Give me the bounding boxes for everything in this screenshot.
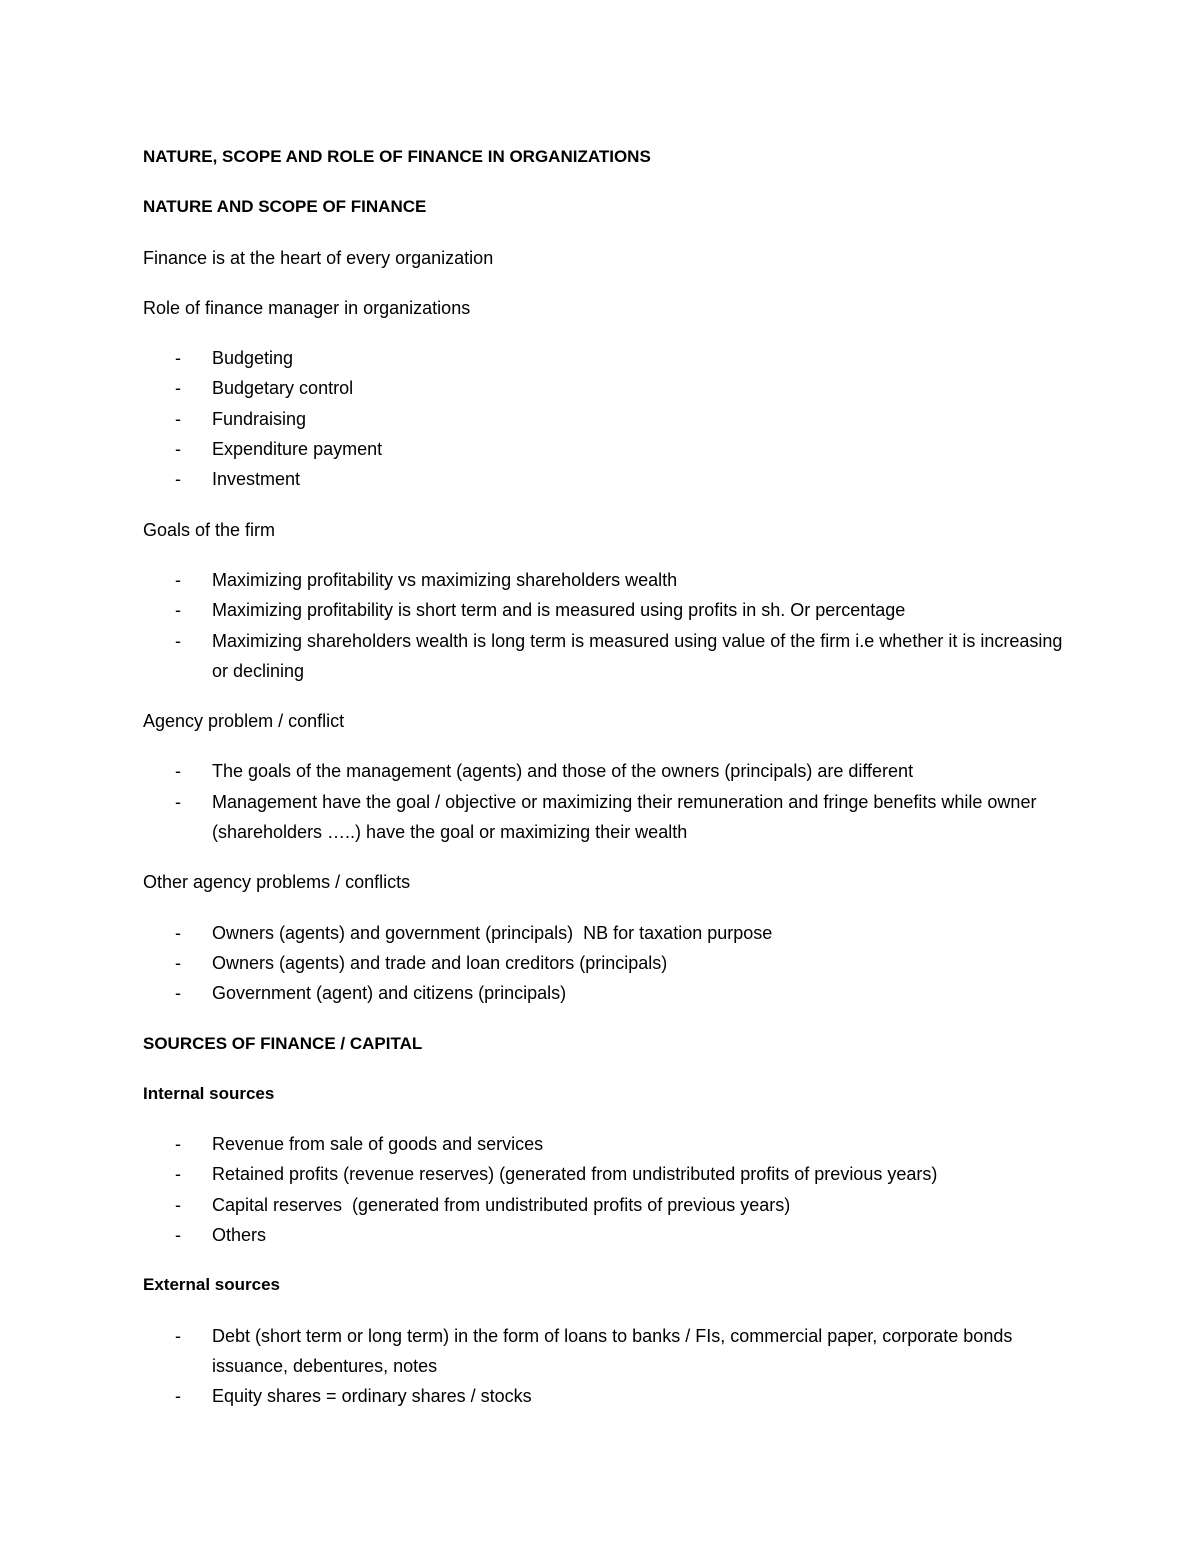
list-item-text: Fundraising (212, 408, 307, 429)
list-agency-problem (143, 756, 1063, 847)
bullet-dash: - (175, 348, 181, 369)
subheading-role-finance-manager: Role of finance manager in organizations (143, 297, 471, 318)
bullet-dash: - (175, 1225, 181, 1246)
list-item (143, 948, 1063, 978)
subheading-internal-sources: Internal sources (143, 1083, 275, 1103)
list-item (143, 404, 1063, 434)
list-item-text: Owners (agents) and government (principals) NB for taxation purpose (212, 922, 773, 943)
document-page (143, 142, 1063, 1412)
bullet-dash: - (175, 1164, 181, 1185)
list-item (143, 756, 1063, 786)
bullet-dash: - (175, 469, 181, 490)
list-item (143, 595, 1063, 625)
section-heading-nature-scope: NATURE AND SCOPE OF FINANCE (143, 197, 427, 217)
list-goals-of-firm (143, 565, 1063, 686)
list-other-agency-problems (143, 918, 1063, 1009)
bullet-dash: - (175, 791, 181, 812)
section-heading-sources-of-finance: SOURCES OF FINANCE / CAPITAL (143, 1033, 423, 1053)
bullet-dash: - (175, 569, 181, 590)
list-item (143, 978, 1063, 1008)
list-item-text: Expenditure payment (212, 439, 383, 460)
list-item (143, 626, 1063, 687)
list-item-text: Owners (agents) and trade and loan creditors (principals) (212, 952, 668, 973)
list-item (143, 1190, 1063, 1220)
subheading-agency-problem: Agency problem / conflict (143, 711, 345, 732)
list-item-text: Retained profits (revenue reserves) (generated from undistributed profits of previous years) (212, 1164, 938, 1185)
bullet-dash: - (175, 761, 181, 782)
list-item-text: Debt (short term or long term) in the form of loans to banks / FIs, commercial paper, corporate bonds issuance, debentures, notes (212, 1325, 1013, 1376)
list-item-text: Government (agent) and citizens (principals) (212, 983, 567, 1004)
bullet-dash: - (175, 1386, 181, 1407)
bullet-dash: - (175, 600, 181, 621)
list-item-text: Management have the goal / objective or maximizing their remuneration and fringe benefits while owner (shareholders …..) have the goal or maximizing their wealth (212, 791, 1037, 843)
list-item (143, 434, 1063, 464)
list-item-text: Budgeting (212, 348, 294, 369)
list-item (143, 1129, 1063, 1159)
list-item-text: Maximizing profitability is short term and is measured using profits in sh. Or percentage (212, 600, 906, 621)
list-item (143, 565, 1063, 595)
list-internal-sources (143, 1129, 1063, 1250)
list-item (143, 1381, 1063, 1411)
list-item-text: Investment (212, 469, 301, 490)
list-item-text: Equity shares = ordinary shares / stocks (212, 1386, 532, 1407)
list-item (143, 787, 1063, 848)
list-item (143, 1220, 1063, 1250)
bullet-dash: - (175, 1325, 181, 1346)
list-item (143, 1321, 1063, 1382)
list-item (143, 343, 1063, 373)
document-title: NATURE, SCOPE AND ROLE OF FINANCE IN ORGANIZATIONS (143, 147, 651, 166)
list-item-text: Capital reserves (generated from undistributed profits of previous years) (212, 1194, 791, 1215)
bullet-dash: - (175, 630, 181, 651)
list-item (143, 373, 1063, 403)
list-item (143, 1159, 1063, 1189)
bullet-dash: - (175, 952, 181, 973)
list-item-text: Maximizing profitability vs maximizing shareholders wealth (212, 569, 678, 590)
list-item-text: Budgetary control (212, 378, 354, 399)
bullet-dash: - (175, 1134, 181, 1155)
bullet-dash: - (175, 378, 181, 399)
bullet-dash: - (175, 1194, 181, 1215)
bullet-dash: - (175, 983, 181, 1004)
list-item-text: Others (212, 1225, 267, 1246)
subheading-external-sources: External sources (143, 1275, 281, 1295)
subheading-other-agency-problems: Other agency problems / conflicts (143, 872, 411, 893)
bullet-dash: - (175, 439, 181, 460)
list-item (143, 464, 1063, 494)
list-item-text: Revenue from sale of goods and services (212, 1134, 544, 1155)
list-item-text: The goals of the management (agents) and those of the owners (principals) are different (212, 761, 914, 782)
intro-text: Finance is at the heart of every organization (143, 247, 494, 268)
bullet-dash: - (175, 408, 181, 429)
list-role-finance-manager (143, 343, 1063, 494)
subheading-goals-of-firm: Goals of the firm (143, 519, 276, 540)
list-external-sources (143, 1321, 1063, 1412)
list-item (143, 918, 1063, 948)
list-item-text: Maximizing shareholders wealth is long term is measured using value of the firm i.e whether it is increasing or declining (212, 630, 1063, 681)
bullet-dash: - (175, 922, 181, 943)
